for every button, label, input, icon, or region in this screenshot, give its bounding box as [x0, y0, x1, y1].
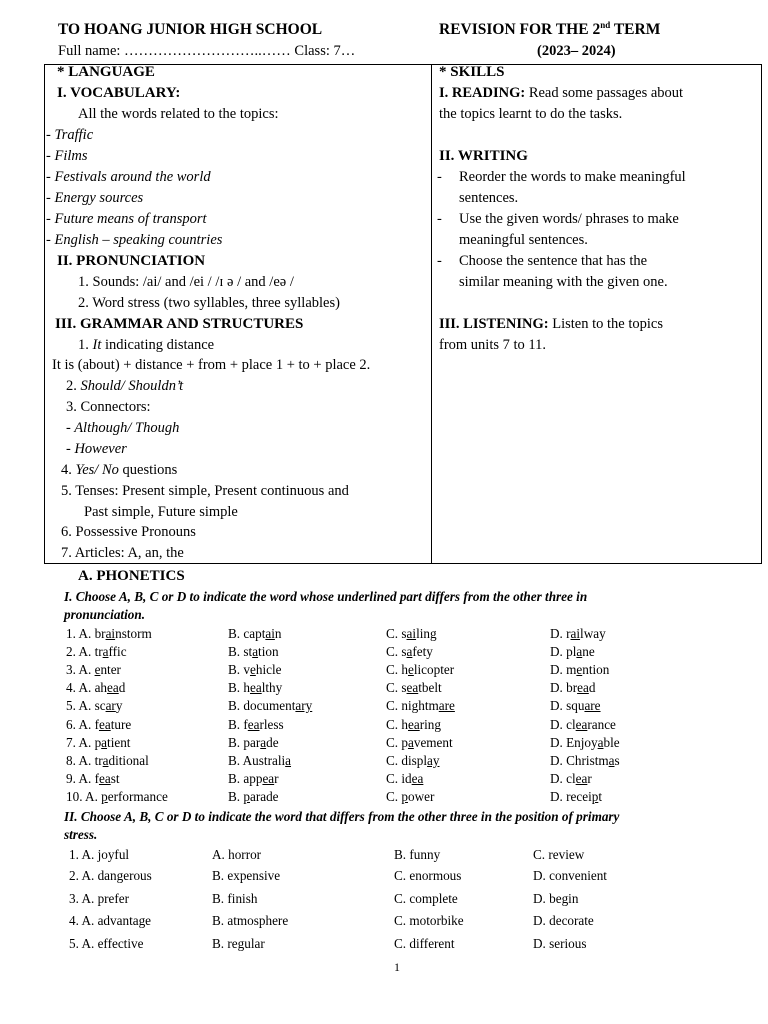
fullname-class-line: Full name: ………………………..…… Class: 7… — [58, 43, 356, 59]
stress-option-d: D. begin — [533, 891, 579, 906]
option-d-before: D. Christm — [550, 752, 609, 768]
option-b-underlined: ea — [249, 680, 262, 696]
syllabus-column-divider — [431, 64, 432, 564]
option-a — [66, 717, 131, 733]
option-c-before: C. s — [386, 680, 407, 696]
option-b-underlined: ary — [295, 698, 313, 714]
option-c-before: C. h — [386, 716, 408, 732]
option-d-underlined: ai — [570, 626, 581, 641]
option-b — [228, 698, 312, 714]
vocabulary-heading: I. VOCABULARY: — [57, 85, 181, 101]
option-b-before: B. h — [228, 680, 250, 696]
option-a-underlined: a — [102, 752, 109, 768]
reading-line1 — [439, 85, 683, 102]
option-b-after: arade — [249, 788, 279, 804]
topic-dash: - — [46, 169, 55, 185]
grammar-item-4-italic: Yes/ No — [75, 462, 119, 478]
stress-option-a: 3. A. prefer — [69, 891, 130, 906]
option-d-after: r — [587, 770, 592, 786]
option-c-after: ower — [407, 788, 435, 804]
option-d-before: D. r — [550, 626, 571, 641]
topic-text: Traffic — [54, 127, 94, 143]
option-a — [66, 735, 130, 751]
option-c-before: C. s — [386, 626, 407, 641]
option-a-before: 10. A. — [66, 788, 102, 804]
option-a-before: 8. A. tr — [66, 752, 103, 768]
listening-line1 — [439, 316, 663, 333]
option-b-underlined: ai — [265, 626, 275, 641]
option-d — [550, 626, 606, 642]
option-c-before: C. displ — [386, 752, 428, 768]
option-a-before: 7. A. p — [66, 734, 102, 750]
stress-option-d: D. decorate — [533, 913, 594, 928]
option-a — [66, 771, 119, 787]
topic-dash: - — [46, 211, 55, 227]
option-b — [228, 771, 279, 787]
option-d-before: D. pl — [550, 644, 577, 660]
option-a-underlined: ai — [105, 626, 116, 641]
option-c-underlined: are — [438, 698, 455, 714]
stress-option-c: C. enormous — [394, 868, 462, 883]
option-d-after: ntion — [582, 662, 610, 678]
option-a-underlined: p — [101, 788, 108, 804]
option-b — [228, 644, 279, 660]
option-b-after: de — [266, 734, 279, 750]
vocabulary-topic — [46, 148, 88, 165]
option-c — [386, 698, 455, 714]
topic-text: Festivals around the world — [54, 169, 211, 185]
option-a-underlined: ea — [98, 716, 111, 732]
option-b — [228, 662, 281, 678]
revision-title-prefix: REVISION FOR THE 2 — [439, 21, 601, 38]
option-b — [228, 680, 282, 696]
vocabulary-topic — [46, 211, 207, 228]
option-a-underlined: ar — [105, 698, 116, 714]
option-b — [228, 626, 281, 642]
topic-text: English – speaking countries — [54, 232, 223, 248]
option-c — [386, 771, 423, 787]
option-c-before: C. id — [386, 770, 412, 786]
option-c-underlined: p — [401, 788, 408, 804]
grammar-item-7: 7. Articles: A, an, the — [61, 545, 184, 561]
writing-task-line1: Use the given words/ phrases to make — [459, 211, 679, 227]
option-d-underlined: e — [576, 662, 583, 678]
page-number: 1 — [394, 960, 400, 974]
option-a-after: st — [110, 770, 120, 786]
option-c-underlined: a — [406, 644, 413, 660]
stress-option-b: B. regular — [212, 936, 265, 951]
option-d-before: D. squ — [550, 698, 585, 714]
option-d-underlined: ea — [575, 716, 588, 732]
option-c-underlined: ea — [406, 680, 419, 696]
option-c — [386, 735, 453, 751]
option-b-underlined: ea — [262, 770, 275, 786]
option-d-before: D. recei — [550, 788, 592, 804]
option-a-before: 6. A. f — [66, 716, 99, 732]
option-c-underlined: ai — [406, 626, 417, 641]
option-c-after: licopter — [413, 662, 455, 678]
option-d-underlined: ea — [575, 770, 588, 786]
option-d-before: D. Enjoy — [550, 734, 598, 750]
option-c-after: ling — [416, 626, 437, 641]
option-c-after: fety — [412, 644, 433, 660]
option-c-before: C. p — [386, 734, 408, 750]
option-d-after: ble — [603, 734, 620, 750]
topic-text: Future means of transport — [54, 211, 207, 227]
grammar-item-2-text: Should/ Shouldn’t — [80, 378, 184, 394]
option-c-after: ring — [419, 716, 441, 732]
stress-option-a: 5. A. effective — [69, 936, 144, 951]
option-a-before: 5. A. sc — [66, 698, 106, 714]
writing-task-line1: Choose the sentence that has the — [459, 253, 648, 269]
pronunciation-item-stress: 2. Word stress (two syllables, three syllables) — [78, 295, 340, 311]
option-a — [66, 662, 121, 678]
stress-option-c: C. complete — [394, 891, 458, 906]
stress-option-b: B. expensive — [212, 868, 281, 883]
pronunciation-item-sounds: 1. Sounds: /ai/ and /ei / /ɪ ə / and /eə / — [78, 274, 294, 290]
option-d-before: D. br — [550, 680, 578, 696]
option-b-after: tion — [258, 644, 279, 660]
topic-dash: - — [46, 127, 55, 143]
grammar-item-1-text: indicating distance — [101, 337, 215, 353]
option-a — [66, 753, 149, 769]
language-heading: * LANGUAGE — [57, 64, 155, 80]
option-a-underlined: e — [94, 662, 101, 678]
option-a-before: 4. A. ah — [66, 680, 108, 696]
option-c-before: C. nightm — [386, 698, 439, 714]
option-d-after: d — [588, 680, 596, 696]
topic-text: Energy sources — [54, 190, 144, 206]
stress-option-b: B. finish — [212, 891, 258, 906]
skills-heading: * SKILLS — [439, 64, 505, 80]
option-b — [228, 717, 284, 733]
option-d — [550, 753, 620, 769]
option-d — [550, 771, 592, 787]
option-a-underlined: a — [102, 644, 109, 660]
exercise-2-instruction-line1: II. Choose A, B, C or D to indicate the word that differs from the other three in the position of primary — [64, 809, 620, 824]
option-a — [66, 626, 152, 642]
writing-task-line2: meaningful sentences. — [459, 232, 588, 248]
option-a — [66, 644, 127, 660]
grammar-item-1-formula: It is (about) + distance + from + place 1 + to + place 2. — [52, 357, 371, 373]
topic-dash: - — [46, 148, 55, 164]
option-d-after: rance — [587, 716, 616, 732]
reading-line2: the topics learnt to do the tasks. — [439, 106, 623, 122]
revision-title-sup: nd — [600, 19, 611, 30]
option-b-after: rless — [259, 716, 284, 732]
topic-text: Films — [54, 148, 88, 164]
option-b-before: B. v — [228, 662, 250, 678]
option-b-underlined: a — [285, 752, 292, 768]
school-name: TO HOANG JUNIOR HIGH SCHOOL — [58, 21, 323, 38]
stress-option-d: C. review — [533, 847, 585, 862]
option-a-after: d — [118, 680, 126, 696]
option-b — [228, 753, 291, 769]
option-c-underlined: ea — [407, 716, 420, 732]
writing-task-dash: - — [437, 211, 442, 227]
option-d-before: D. cl — [550, 716, 576, 732]
option-c-underlined: a — [407, 734, 414, 750]
option-d-underlined: p — [591, 788, 599, 804]
grammar-item-1-number: 1. — [78, 337, 93, 353]
writing-task-line1: Reorder the words to make meaningful — [459, 169, 686, 185]
revision-title-suffix: TERM — [610, 21, 661, 38]
option-c-before: C. s — [386, 644, 407, 660]
option-d-after: s — [614, 752, 620, 768]
grammar-heading: III. GRAMMAR AND STRUCTURES — [55, 316, 304, 332]
stress-option-c: B. funny — [394, 847, 441, 862]
exercise-2-instruction-line2: stress. — [64, 827, 98, 842]
option-c-underlined: e — [407, 662, 414, 678]
option-d-after: ne — [582, 644, 595, 660]
vocabulary-topic — [46, 127, 93, 144]
vocabulary-topic — [46, 232, 222, 249]
option-d-underlined: a — [576, 644, 583, 660]
listening-line2: from units 7 to 11. — [439, 337, 547, 353]
option-c-after: vement — [413, 734, 453, 750]
option-d — [550, 662, 609, 678]
writing-task-line2: similar meaning with the given one. — [459, 274, 668, 290]
option-b-before: B. st — [228, 644, 253, 660]
writing-task-line2: sentences. — [459, 190, 519, 206]
stress-option-d: D. serious — [533, 936, 587, 951]
option-a-after: nter — [100, 662, 121, 678]
grammar-item-6: 6. Possessive Pronouns — [61, 524, 196, 540]
grammar-item-3a: - Although/ Though — [66, 420, 180, 436]
option-a — [66, 680, 125, 696]
option-a-after: tient — [107, 734, 131, 750]
option-b-before: B. app — [228, 770, 263, 786]
option-a-after: ture — [110, 716, 132, 732]
option-d — [550, 698, 601, 714]
exercise-1-instruction-line1: I. Choose A, B, C or D to indicate the word whose underlined part differs from the other three in — [64, 589, 588, 604]
option-d-underlined: are — [584, 698, 601, 714]
option-b-underlined: ea — [247, 716, 260, 732]
option-d — [550, 789, 602, 805]
grammar-item-3: 3. Connectors: — [66, 399, 151, 415]
option-b-before: B. par — [228, 734, 261, 750]
option-c — [386, 626, 437, 642]
option-c — [386, 789, 434, 805]
option-b — [228, 789, 279, 805]
school-year: (2023– 2024) — [537, 43, 616, 59]
stress-option-a: 1. A. joyful — [69, 847, 130, 862]
option-a-after: ditional — [108, 752, 149, 768]
reading-text: Read some passages about — [525, 85, 684, 101]
option-a-underlined: a — [101, 734, 108, 750]
stress-option-a: 4. A. advantage — [69, 913, 152, 928]
option-a-before: 9. A. f — [66, 770, 99, 786]
option-a — [66, 698, 122, 714]
option-b-underlined: p — [243, 788, 250, 804]
option-a — [66, 789, 168, 805]
option-b — [228, 735, 279, 751]
option-a-underlined: ea — [98, 770, 111, 786]
option-d-before: D. m — [550, 662, 577, 678]
option-a-underlined: ea — [107, 680, 119, 696]
stress-option-c: C. different — [394, 936, 455, 951]
grammar-item-1-it: It — [92, 337, 102, 353]
listening-label: III. LISTENING: — [439, 316, 549, 332]
option-d — [550, 735, 620, 751]
vocabulary-topic — [46, 190, 143, 207]
grammar-item-2-number: 2. — [66, 378, 81, 394]
option-c-underlined: ay — [427, 752, 440, 768]
stress-option-b: A. horror — [212, 847, 262, 862]
option-c-after: tbelt — [418, 680, 442, 696]
option-c — [386, 753, 440, 769]
option-d-after: t — [598, 788, 602, 804]
vocabulary-topic — [46, 169, 211, 186]
writing-task-dash: - — [437, 169, 442, 185]
revision-title — [439, 21, 660, 39]
pronunciation-heading: II. PRONUNCIATION — [57, 253, 206, 269]
option-c-before: C. — [386, 788, 402, 804]
writing-task-dash: - — [437, 253, 442, 269]
option-b-after: r — [274, 770, 279, 786]
option-a-before: 3. A. — [66, 662, 95, 678]
stress-option-c: C. motorbike — [394, 913, 464, 928]
option-c — [386, 644, 433, 660]
option-b-underlined: a — [252, 644, 259, 660]
option-d-before: D. cl — [550, 770, 576, 786]
writing-heading: II. WRITING — [439, 148, 528, 164]
option-d — [550, 644, 595, 660]
option-d-underlined: a — [608, 752, 615, 768]
option-a-before: 2. A. tr — [66, 644, 103, 660]
option-d-underlined: ea — [577, 680, 589, 696]
option-c — [386, 717, 441, 733]
topic-dash: - — [46, 190, 55, 206]
option-b-underlined: a — [260, 734, 267, 750]
option-c — [386, 680, 442, 696]
option-d — [550, 717, 616, 733]
vocabulary-intro: All the words related to the topics: — [78, 106, 279, 122]
option-b-before: B. f — [228, 716, 248, 732]
grammar-item-3b: - However — [66, 441, 127, 457]
option-d-after: lway — [580, 626, 606, 641]
option-b-before: B. capt — [228, 626, 266, 641]
stress-option-d: D. convenient — [533, 868, 607, 883]
phonetics-heading: A. PHONETICS — [78, 568, 185, 584]
reading-label: I. READING: — [439, 85, 526, 101]
stress-option-b: B. atmosphere — [212, 913, 289, 928]
option-b-before: B. document — [228, 698, 296, 714]
option-c-before: C. h — [386, 662, 408, 678]
grammar-item-5-line2: Past simple, Future simple — [84, 504, 238, 520]
option-c — [386, 662, 454, 678]
grammar-item-5-line1: 5. Tenses: Present simple, Present continuous and — [61, 483, 349, 499]
grammar-item-4-number: 4. — [61, 462, 76, 478]
option-b-before: B. Australi — [228, 752, 286, 768]
option-c-underlined: ea — [411, 770, 424, 786]
grammar-item-1 — [78, 337, 214, 354]
option-b-after: lthy — [261, 680, 283, 696]
option-d-underlined: a — [597, 734, 604, 750]
option-a-after: y — [115, 698, 123, 714]
option-b-after: hicle — [255, 662, 282, 678]
grammar-item-4 — [61, 462, 177, 479]
option-a-after: ffic — [108, 644, 127, 660]
stress-option-a: 2. A. dangerous — [69, 868, 152, 883]
topic-dash: - — [46, 232, 55, 248]
listening-text: Listen to the topics — [548, 316, 663, 332]
option-a-after: nstorm — [115, 626, 152, 641]
exercise-1-instruction-line2: pronunciation. — [64, 607, 145, 622]
grammar-item-4-text: questions — [118, 462, 178, 478]
option-a-after: erformance — [107, 788, 168, 804]
option-a-before: 1. A. br — [66, 626, 106, 641]
option-b-after: n — [274, 626, 282, 641]
grammar-item-2 — [66, 378, 183, 395]
option-d — [550, 680, 595, 696]
option-b-underlined: e — [249, 662, 256, 678]
option-b-before: B. — [228, 788, 244, 804]
